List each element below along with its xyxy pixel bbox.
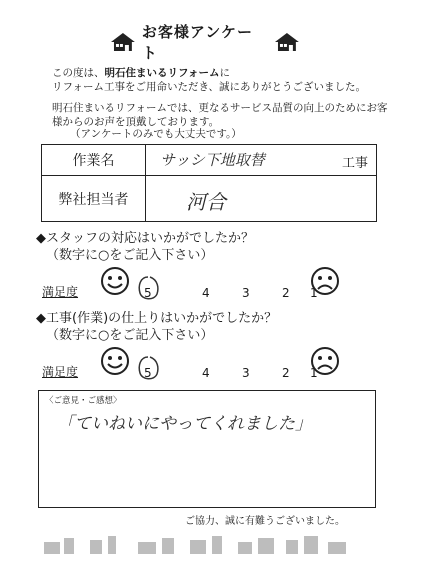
intro-line-5: （アンケートのみでも大丈夫です。） <box>70 128 242 140</box>
company-name: 明石住まいるリフォーム <box>104 67 220 79</box>
intro-line-2: リフォーム工事をご用命いただき、誠にありがとうございました。 <box>52 81 367 93</box>
staff-value-cell <box>146 176 376 221</box>
rating-2[interactable]: 2 <box>282 366 290 380</box>
question2-instruction: （数字に○をご記入下さい） <box>46 328 214 343</box>
thanks-text: ご協力、誠に有難うございました。 <box>185 516 345 527</box>
work-value-handwritten: サッシ下地取替 <box>160 151 265 169</box>
work-value-cell <box>146 145 376 175</box>
rating-5[interactable]: 5 <box>144 366 152 380</box>
satisfaction-label: 満足度 <box>42 365 79 379</box>
rating-4[interactable]: 4 <box>202 286 210 300</box>
comment-box[interactable] <box>38 390 376 508</box>
company-logo-strip <box>38 530 358 560</box>
question2-text: ◆工事(作業)の仕上りはいかがでしたか？ <box>36 311 278 326</box>
smiley-icon <box>100 266 130 296</box>
question2-rating <box>42 346 342 382</box>
page-title: お客様アンケート <box>141 23 253 62</box>
frown-icon <box>310 266 340 296</box>
title-bar <box>110 23 300 62</box>
intro-text: に <box>219 67 230 79</box>
staff-value-handwritten: 河合 <box>186 190 226 214</box>
house-icon <box>274 32 300 52</box>
rating-3[interactable]: 3 <box>242 286 250 300</box>
question1-text: ◆スタッフの対応はいかがでしたか？ <box>36 231 254 246</box>
intro-text: この度は、 <box>52 67 105 79</box>
work-row <box>42 145 376 175</box>
rating-5[interactable]: 5 <box>144 286 152 300</box>
staff-row <box>42 175 376 221</box>
comment-handwritten: 「ていねいにやってくれました」 <box>57 414 312 434</box>
work-info-table <box>41 144 377 222</box>
work-suffix: 工事 <box>341 156 368 171</box>
rating-1[interactable]: 1 <box>310 286 318 300</box>
satisfaction-label: 満足度 <box>42 285 79 299</box>
comment-label: 〈ご意見・ご感想〉 <box>45 396 122 406</box>
work-label: 作業名 <box>42 145 146 175</box>
selected-circle-mark <box>136 354 160 382</box>
smiley-icon <box>100 346 130 376</box>
rating-2[interactable]: 2 <box>282 286 290 300</box>
rating-4[interactable]: 4 <box>202 366 210 380</box>
question1-instruction: （数字に○をご記入下さい） <box>46 248 214 263</box>
frown-icon <box>310 346 340 376</box>
intro-line-4: 様からのお声を頂戴しております。 <box>52 116 220 128</box>
rating-3[interactable]: 3 <box>242 366 250 380</box>
question1-rating <box>42 266 342 302</box>
intro-line-1 <box>52 66 230 81</box>
selected-circle-mark <box>136 274 160 302</box>
house-icon <box>110 32 136 52</box>
staff-label: 弊社担当者 <box>42 176 146 221</box>
rating-1[interactable]: 1 <box>310 366 318 380</box>
intro-line-3: 明石住まいるリフォームでは、更なるサービス品質の向上のためにお客 <box>52 102 388 114</box>
